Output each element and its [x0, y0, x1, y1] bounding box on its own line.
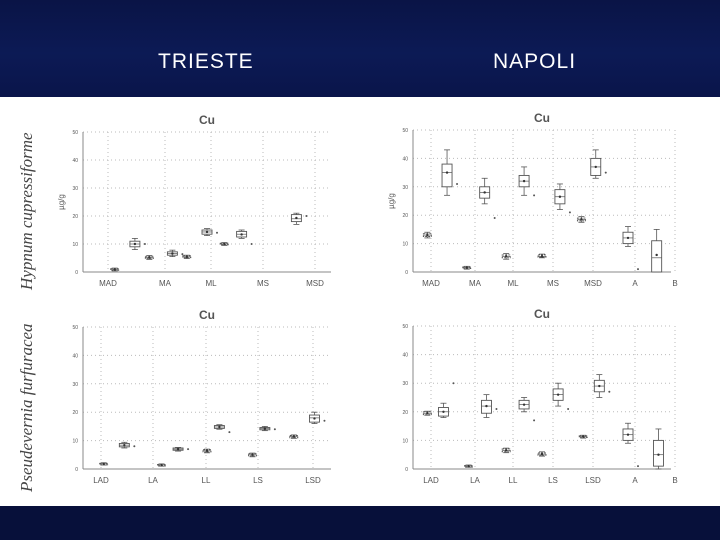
- box-mean: [123, 444, 125, 446]
- box-outlier: [637, 465, 639, 467]
- napoli-title: NAPOLI: [493, 50, 577, 73]
- box-mean: [466, 267, 468, 269]
- y-tick-label: 40: [72, 353, 78, 360]
- box-outlier: [452, 382, 454, 384]
- x-tick-label: A: [632, 279, 638, 288]
- y-tick-label: 30: [402, 184, 408, 191]
- y-tick-label: 0: [405, 467, 408, 473]
- box-mean: [134, 243, 136, 245]
- y-tick-label: 0: [75, 270, 78, 276]
- x-tick-label: LS: [548, 476, 558, 485]
- box-mean: [114, 268, 116, 270]
- x-tick-label: MS: [257, 279, 269, 288]
- box-outlier: [608, 391, 610, 393]
- chart-trieste-hypnum: [50, 105, 350, 295]
- x-tick-label: MA: [159, 279, 171, 288]
- x-tick-label: MS: [547, 279, 559, 288]
- box-mean: [223, 243, 225, 245]
- x-tick-label: LSD: [305, 476, 321, 485]
- y-tick-label: 10: [72, 242, 78, 248]
- x-tick-label: MSD: [306, 279, 324, 288]
- box-outlier: [323, 420, 325, 422]
- box-mean: [206, 231, 208, 233]
- y-tick-label: 10: [72, 438, 78, 445]
- y-tick-label: 50: [72, 325, 78, 331]
- box-mean: [186, 256, 188, 258]
- y-tick-label: 10: [402, 438, 408, 445]
- box-mean: [177, 448, 179, 450]
- box-outlier: [567, 408, 569, 410]
- box-mean: [505, 255, 507, 257]
- y-tick-label: 30: [402, 381, 408, 388]
- y-tick-label: 0: [75, 467, 78, 473]
- trieste-title: TRIESTE: [158, 50, 254, 73]
- box-mean: [483, 191, 485, 193]
- box-mean: [541, 255, 543, 257]
- box-outlier: [605, 172, 607, 174]
- box-mean: [557, 393, 559, 395]
- y-tick-label: 40: [72, 158, 78, 164]
- x-tick-label: ML: [205, 279, 217, 288]
- y-tick-label: 30: [72, 381, 78, 388]
- x-tick-label: LAD: [93, 476, 109, 485]
- x-tick-label: LS: [253, 476, 263, 485]
- y-tick-label: 20: [402, 409, 408, 416]
- chart-trieste-pseudevernia: [50, 302, 350, 492]
- chart-title: Cu: [199, 308, 215, 322]
- box-mean: [595, 166, 597, 168]
- y-tick-label: 30: [72, 186, 78, 192]
- box-mean: [160, 464, 162, 466]
- box-mean: [240, 233, 242, 235]
- box-outlier: [274, 428, 276, 430]
- y-tick-label: 40: [402, 352, 408, 359]
- chart-title: Cu: [534, 307, 550, 321]
- box: [653, 440, 663, 466]
- box-mean: [523, 180, 525, 182]
- box-mean: [582, 435, 584, 437]
- chart-napoli-hypnum: [380, 105, 680, 295]
- x-tick-label: LL: [508, 476, 518, 485]
- species-label-hypnum: Hypnum cupressiforme: [17, 132, 36, 290]
- box-mean: [505, 449, 507, 451]
- box-mean: [541, 453, 543, 455]
- y-tick-label: 0: [405, 270, 408, 276]
- x-tick-label: MAD: [422, 279, 440, 288]
- box-mean: [426, 234, 428, 236]
- x-tick-label: MA: [469, 279, 481, 288]
- y-tick-label: 10: [402, 241, 408, 248]
- box-mean: [655, 254, 657, 256]
- x-tick-label: LA: [148, 476, 158, 485]
- x-tick-label: MSD: [584, 279, 602, 288]
- box-outlier: [637, 268, 639, 270]
- y-tick-label: 50: [72, 130, 78, 136]
- chart-title: Cu: [534, 111, 550, 125]
- box-mean: [293, 435, 295, 437]
- x-tick-label: LL: [201, 476, 211, 485]
- box-mean: [426, 412, 428, 414]
- x-tick-label: LA: [470, 476, 480, 485]
- y-tick-label: 20: [72, 410, 78, 417]
- box-outlier: [228, 431, 230, 433]
- box-mean: [218, 426, 220, 428]
- box-outlier: [533, 194, 535, 196]
- y-axis-label: µg/g: [57, 194, 66, 210]
- box: [442, 164, 452, 187]
- slide-header: [0, 0, 720, 97]
- box-mean: [206, 450, 208, 452]
- box-outlier: [187, 448, 189, 450]
- box-outlier: [494, 217, 496, 219]
- x-tick-label: ML: [507, 279, 519, 288]
- box: [652, 241, 662, 272]
- box-mean: [523, 403, 525, 405]
- y-tick-label: 50: [402, 324, 408, 330]
- x-tick-label: B: [672, 279, 678, 288]
- box-outlier: [133, 445, 135, 447]
- y-tick-label: 40: [402, 156, 408, 163]
- box-outlier: [533, 419, 535, 421]
- box-outlier: [144, 243, 146, 245]
- x-tick-label: B: [672, 476, 678, 485]
- box-outlier: [305, 215, 307, 217]
- x-tick-label: LSD: [585, 476, 601, 485]
- y-tick-label: 20: [402, 213, 408, 220]
- box-outlier: [251, 243, 253, 245]
- box-mean: [313, 417, 315, 419]
- box-mean: [627, 237, 629, 239]
- chart-napoli-pseudevernia: [380, 302, 680, 492]
- chart-title: Cu: [199, 113, 215, 127]
- x-tick-label: MAD: [99, 279, 117, 288]
- box-mean: [467, 465, 469, 467]
- y-axis-label: µg/g: [387, 193, 396, 209]
- box-mean: [148, 256, 150, 258]
- x-tick-label: A: [632, 476, 638, 485]
- y-tick-label: 50: [402, 128, 408, 134]
- footer-band: [0, 506, 720, 540]
- box-outlier: [181, 253, 183, 255]
- box-mean: [580, 218, 582, 220]
- box-mean: [559, 196, 561, 198]
- box-mean: [295, 217, 297, 219]
- box-mean: [627, 433, 629, 435]
- y-tick-label: 20: [72, 214, 78, 220]
- box-mean: [442, 411, 444, 413]
- box-mean: [657, 454, 659, 456]
- box-outlier: [456, 183, 458, 185]
- box-mean: [485, 405, 487, 407]
- box-outlier: [216, 232, 218, 234]
- box-mean: [264, 427, 266, 429]
- box-mean: [102, 463, 104, 465]
- box-outlier: [569, 211, 571, 213]
- box-outlier: [495, 408, 497, 410]
- box-mean: [171, 252, 173, 254]
- species-label-pseudevernia: Pseudevernia furfuracea: [17, 323, 36, 492]
- box-mean: [251, 454, 253, 456]
- x-tick-label: LAD: [423, 476, 439, 485]
- box-mean: [446, 171, 448, 173]
- box-mean: [598, 385, 600, 387]
